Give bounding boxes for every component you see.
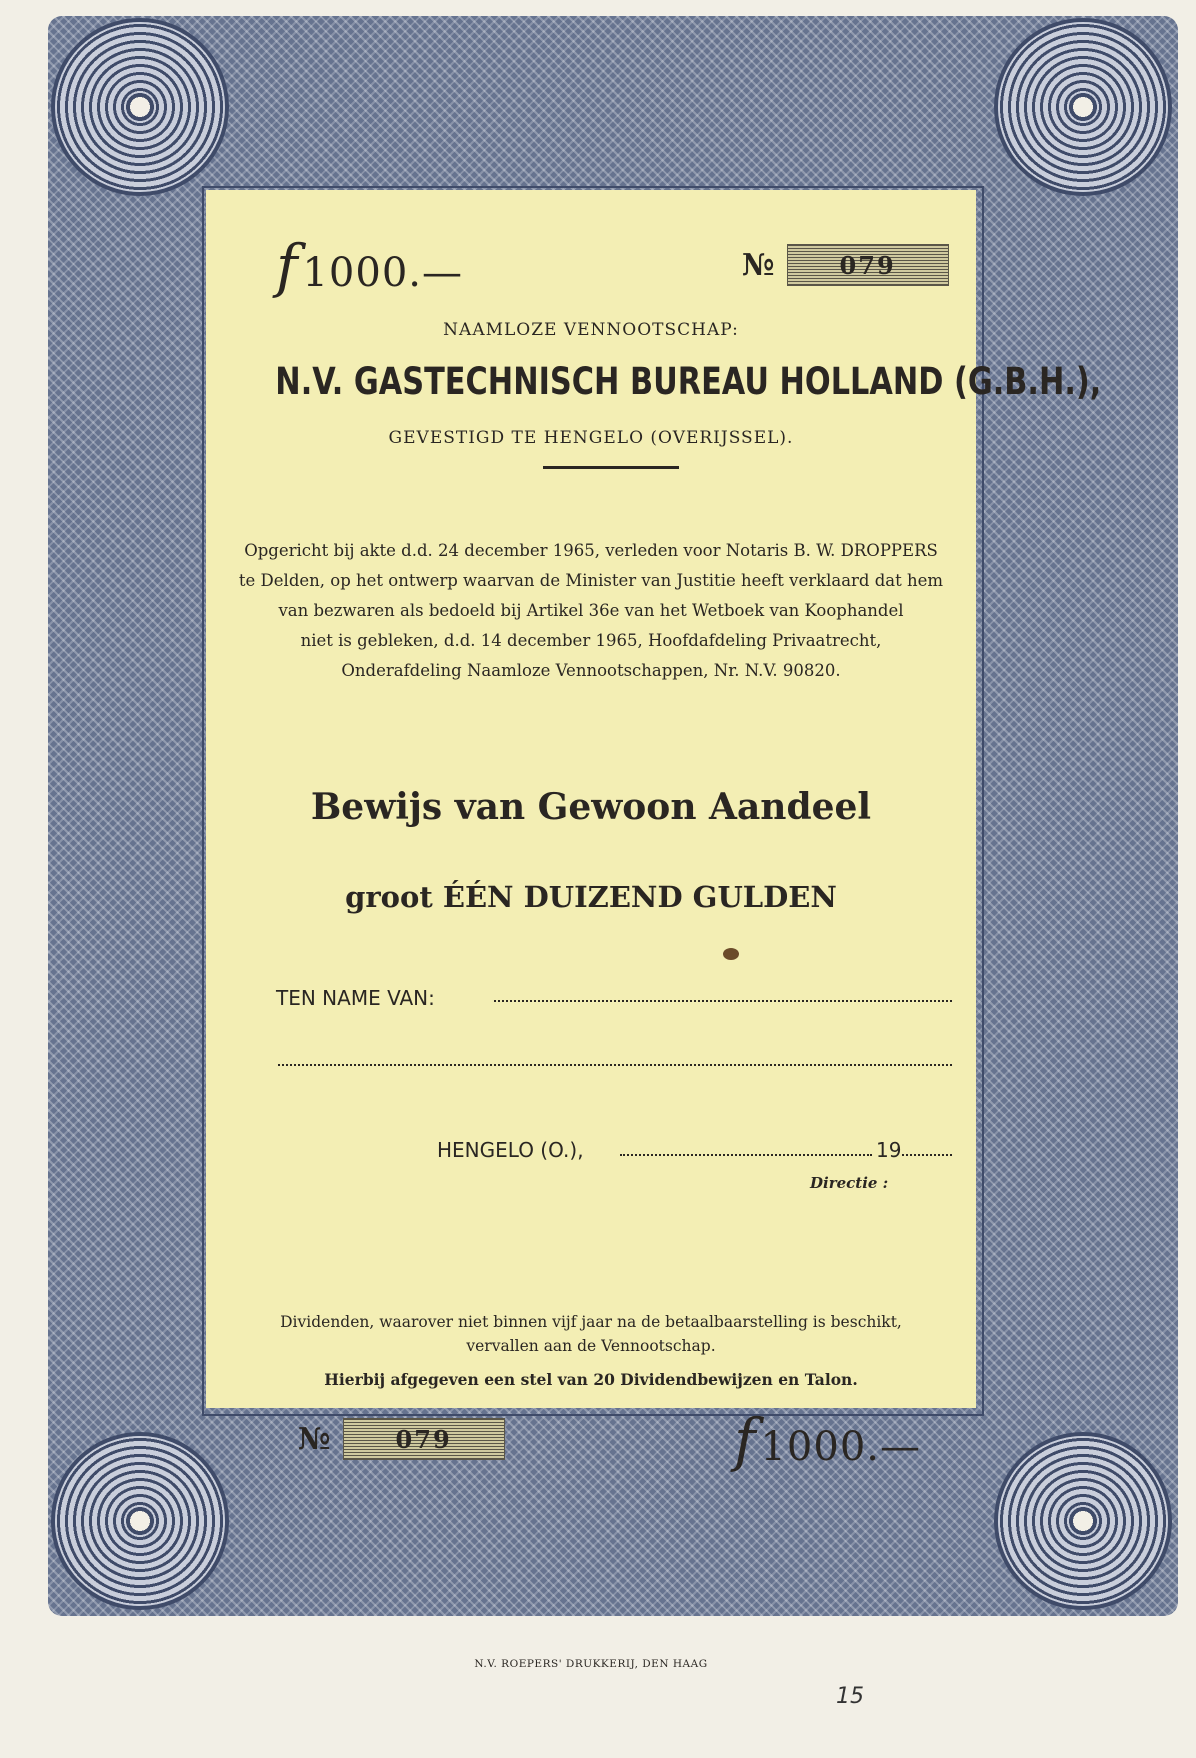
corner-rosette-bottom-left xyxy=(55,1436,225,1606)
top-serial-number xyxy=(742,244,949,286)
company-type: NAAMLOZE VENNOOTSCHAP: xyxy=(443,320,739,340)
name-line-2[interactable] xyxy=(278,1064,952,1066)
dividend-note xyxy=(206,1310,976,1358)
printer-credit: N.V. ROEPERS' DRUKKERIJ, DEN HAAG xyxy=(474,1658,708,1670)
serial-number-field: 079 xyxy=(343,1418,505,1460)
founding-line: niet is gebleken, d.d. 14 december 1965, Hoofdafdeling Privaatrecht, xyxy=(300,631,882,650)
year-prefix: 19 xyxy=(876,1138,902,1162)
founding-line: te Delden, op het ontwerp waarvan de Minister van Justitie heeft verklaard dat hem xyxy=(238,571,944,590)
founding-line: Opgericht bij akte d.d. 24 december 1965, verleden voor Notaris B. W. DROPPERS xyxy=(244,541,938,560)
company-name: N.V. GASTECHNISCH BUREAU HOLLAND (G.B.H.), xyxy=(275,360,1102,403)
amount-value: 1000.— xyxy=(302,250,463,296)
dividend-line: Dividenden, waarover niet binnen vijf jaar na de betaalbaarstelling is beschikt, xyxy=(280,1313,902,1331)
handwritten-note: 15 xyxy=(836,1684,864,1709)
name-label: TEN NAME VAN: xyxy=(276,986,435,1010)
number-sign: № xyxy=(298,1421,331,1457)
corner-rosette-top-left xyxy=(55,22,225,192)
corner-rosette-bottom-right xyxy=(998,1436,1168,1606)
bottom-serial-number xyxy=(298,1418,505,1460)
corner-rosette-top-right xyxy=(998,22,1168,192)
company-name-wrap xyxy=(206,360,1102,403)
top-amount xyxy=(276,232,463,300)
directie-label: Directie : xyxy=(810,1174,889,1192)
dividend-line: vervallen aan de Vennootschap. xyxy=(466,1337,716,1355)
founding-line: van bezwaren als bedoeld bij Artikel 36e van het Wetboek van Koophandel xyxy=(278,601,904,620)
place-label: HENGELO (O.), xyxy=(437,1138,584,1162)
guilder-symbol: f xyxy=(734,1406,757,1474)
company-location: GEVESTIGD TE HENGELO (OVERIJSSEL). xyxy=(388,428,794,448)
founding-text xyxy=(206,536,976,686)
divider xyxy=(543,466,679,469)
subtitle-amount: ÉÉN DUIZEND GULDEN xyxy=(442,880,837,914)
date-line[interactable] xyxy=(620,1154,872,1156)
certificate-subtitle xyxy=(206,880,976,914)
amount-value: 1000.— xyxy=(760,1424,921,1470)
year-line[interactable] xyxy=(902,1154,952,1156)
guilder-symbol: f xyxy=(276,232,299,300)
certificate-title: Bewijs van Gewoon Aandeel xyxy=(310,786,872,828)
coupons-note: Hierbij afgegeven een stel van 20 Dividendbewijzen en Talon. xyxy=(324,1370,858,1389)
ink-spot xyxy=(723,948,739,960)
founding-line: Onderafdeling Naamloze Vennootschappen, Nr. N.V. 90820. xyxy=(341,661,841,680)
subtitle-prefix: groot xyxy=(345,880,433,914)
number-sign: № xyxy=(742,247,775,283)
bottom-amount xyxy=(734,1406,921,1474)
serial-number-field: 079 xyxy=(787,244,949,286)
name-line-1[interactable] xyxy=(494,1000,952,1002)
